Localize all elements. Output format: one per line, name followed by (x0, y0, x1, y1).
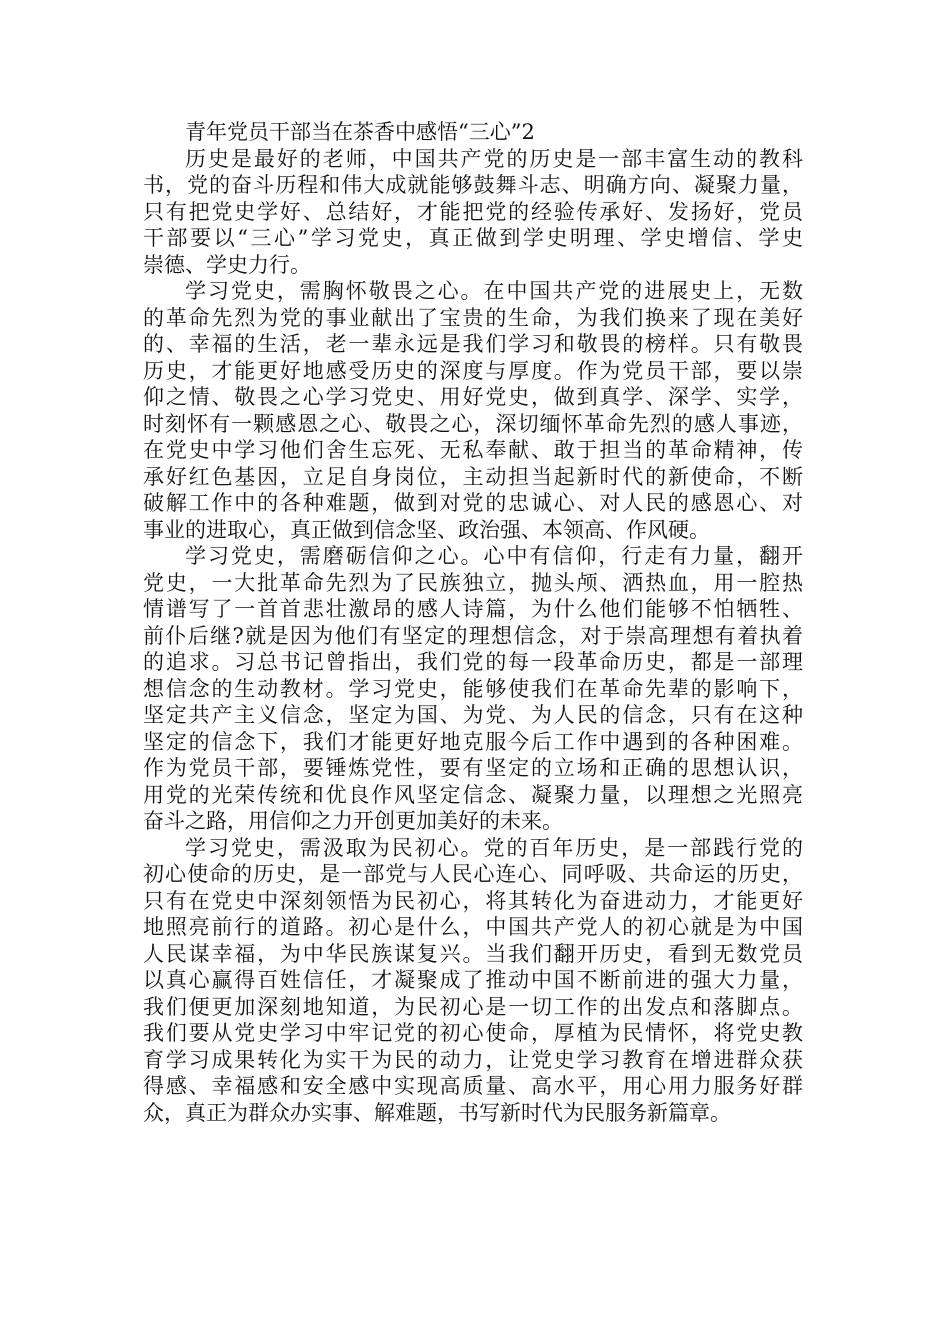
paragraph-4-line: 我们要从党史学习中牢记党的初心使命，厚植为民情怀，将党史教 (143, 1021, 803, 1045)
paragraph-3-line: 奋斗之路，用信仰之力开创更加美好的未来。 (143, 809, 563, 833)
paragraph-4-line: 初心使命的历史，是一部党与人民心连心、同呼吸、共命运的历史， (143, 862, 803, 886)
paragraph-2-line: 事业的进取心，真正做到信念坚、政治强、本领高、作风硬。 (143, 517, 710, 542)
paragraph-2-line: 承好红色基因，立足自身岗位，主动担当起新时代的新使命，不断 (143, 464, 803, 489)
paragraph-4-line: 以真心赢得百姓信任，才凝聚成了推动中国不断前进的强大力量， (143, 968, 803, 992)
paragraph-3-line: 情谱写了一首首悲壮激昂的感人诗篇，为什么他们能够不怕牺牲、 (143, 597, 803, 621)
paragraph-3-line: 想信念的生动教材。学习党史，能够使我们在革命先辈的影响下， (143, 676, 803, 701)
paragraph-4-line: 众，真正为群众办实事、解难题，书写新时代为民服务新篇章。 (143, 1100, 731, 1125)
paragraph-2-line: 在党史中学习他们舍生忘死、无私奉献、敢于担当的革命精神，传 (143, 438, 803, 462)
paragraph-3-line: 党史，一大批革命先烈为了民族独立，抛头颅、洒热血，用一腔热 (143, 570, 803, 595)
paragraph-4-line: 学习党史，需汲取为民初心。党的百年历史，是一部践行党的 (185, 835, 803, 860)
paragraph-3-line: 用党的光荣传统和优良作风坚定信念、凝聚力量，以理想之光照亮 (143, 782, 803, 807)
paragraph-1-line: 书，党的奋斗历程和伟大成就能够鼓舞斗志、明确方向、凝聚力量， (143, 173, 803, 197)
paragraph-4-line: 人民谋幸福，为中华民族谋复兴。当我们翻开历史，看到无数党员 (143, 941, 803, 966)
paragraph-3-line: 前仆后继?就是因为他们有坚定的理想信念，对于崇高理想有着执着 (143, 623, 803, 648)
paragraph-3-line: 坚定共产主义信念，坚定为国、为党、为人民的信念，只有在这种 (143, 703, 803, 727)
paragraph-3-line: 坚定的信念下，我们才能更好地克服今后工作中遇到的各种困难。 (143, 729, 803, 754)
paragraph-1-line: 崇德、学史力行。 (143, 252, 311, 277)
paragraph-1-line: 只有把党史学好、总结好，才能把党的经验传承好、发扬好，党员 (143, 199, 803, 224)
paragraph-2-line: 历史，才能更好地感受历史的深度与厚度。作为党员干部，要以崇 (143, 358, 803, 383)
paragraph-2-line: 破解工作中的各种难题，做到对党的忠诚心、对人民的感恩心、对 (143, 491, 803, 515)
paragraph-2-line: 时刻怀有一颗感恩之心、敬畏之心，深切缅怀革命先烈的感人事迹， (143, 411, 803, 436)
paragraph-1-line: 历史是最好的老师，中国共产党的历史是一部丰富生动的教科 (185, 146, 803, 171)
paragraph-2-line: 学习党史，需胸怀敬畏之心。在中国共产党的进展史上，无数 (185, 279, 803, 303)
paragraph-2-line: 的革命先烈为党的事业献出了宝贵的生命，为我们换来了现在美好 (143, 305, 803, 330)
paragraph-2-line: 的、幸福的生活，老一辈永远是我们学习和敬畏的榜样。只有敬畏 (143, 332, 803, 356)
paragraph-4-line: 我们便更加深刻地知道，为民初心是一切工作的出发点和落脚点。 (143, 994, 803, 1019)
paragraph-3-line: 学习党史，需磨砺信仰之心。心中有信仰，行走有力量，翻开 (185, 544, 803, 568)
paragraph-2-line: 仰之情、敬畏之心学习党史、用好党史，做到真学、深学、实学， (143, 385, 803, 409)
paragraph-4-line: 地照亮前行的道路。初心是什么，中国共产党人的初心就是为中国 (143, 915, 803, 939)
paragraph-4-line: 得感、幸福感和安全感中实现高质量、高水平，用心用力服务好群 (143, 1074, 803, 1098)
document-body (143, 119, 803, 1126)
document-title: 青年党员干部当在茶香中感悟“三心”2 (185, 120, 535, 144)
paragraph-3-line: 的追求。习总书记曾指出，我们党的每一段革命历史，都是一部理 (143, 650, 803, 674)
paragraph-4-line: 只有在党史中深刻领悟为民初心，将其转化为奋进动力，才能更好 (143, 888, 803, 913)
paragraph-1-line: 干部要以“三心”学习党史，真正做到学史明理、学史增信、学史 (143, 226, 803, 250)
paragraph-3-line: 作为党员干部，要锤炼党性，要有坚定的立场和正确的思想认识， (143, 756, 803, 780)
paragraph-4-line: 育学习成果转化为实干为民的动力，让党史学习教育在增进群众获 (143, 1047, 803, 1072)
